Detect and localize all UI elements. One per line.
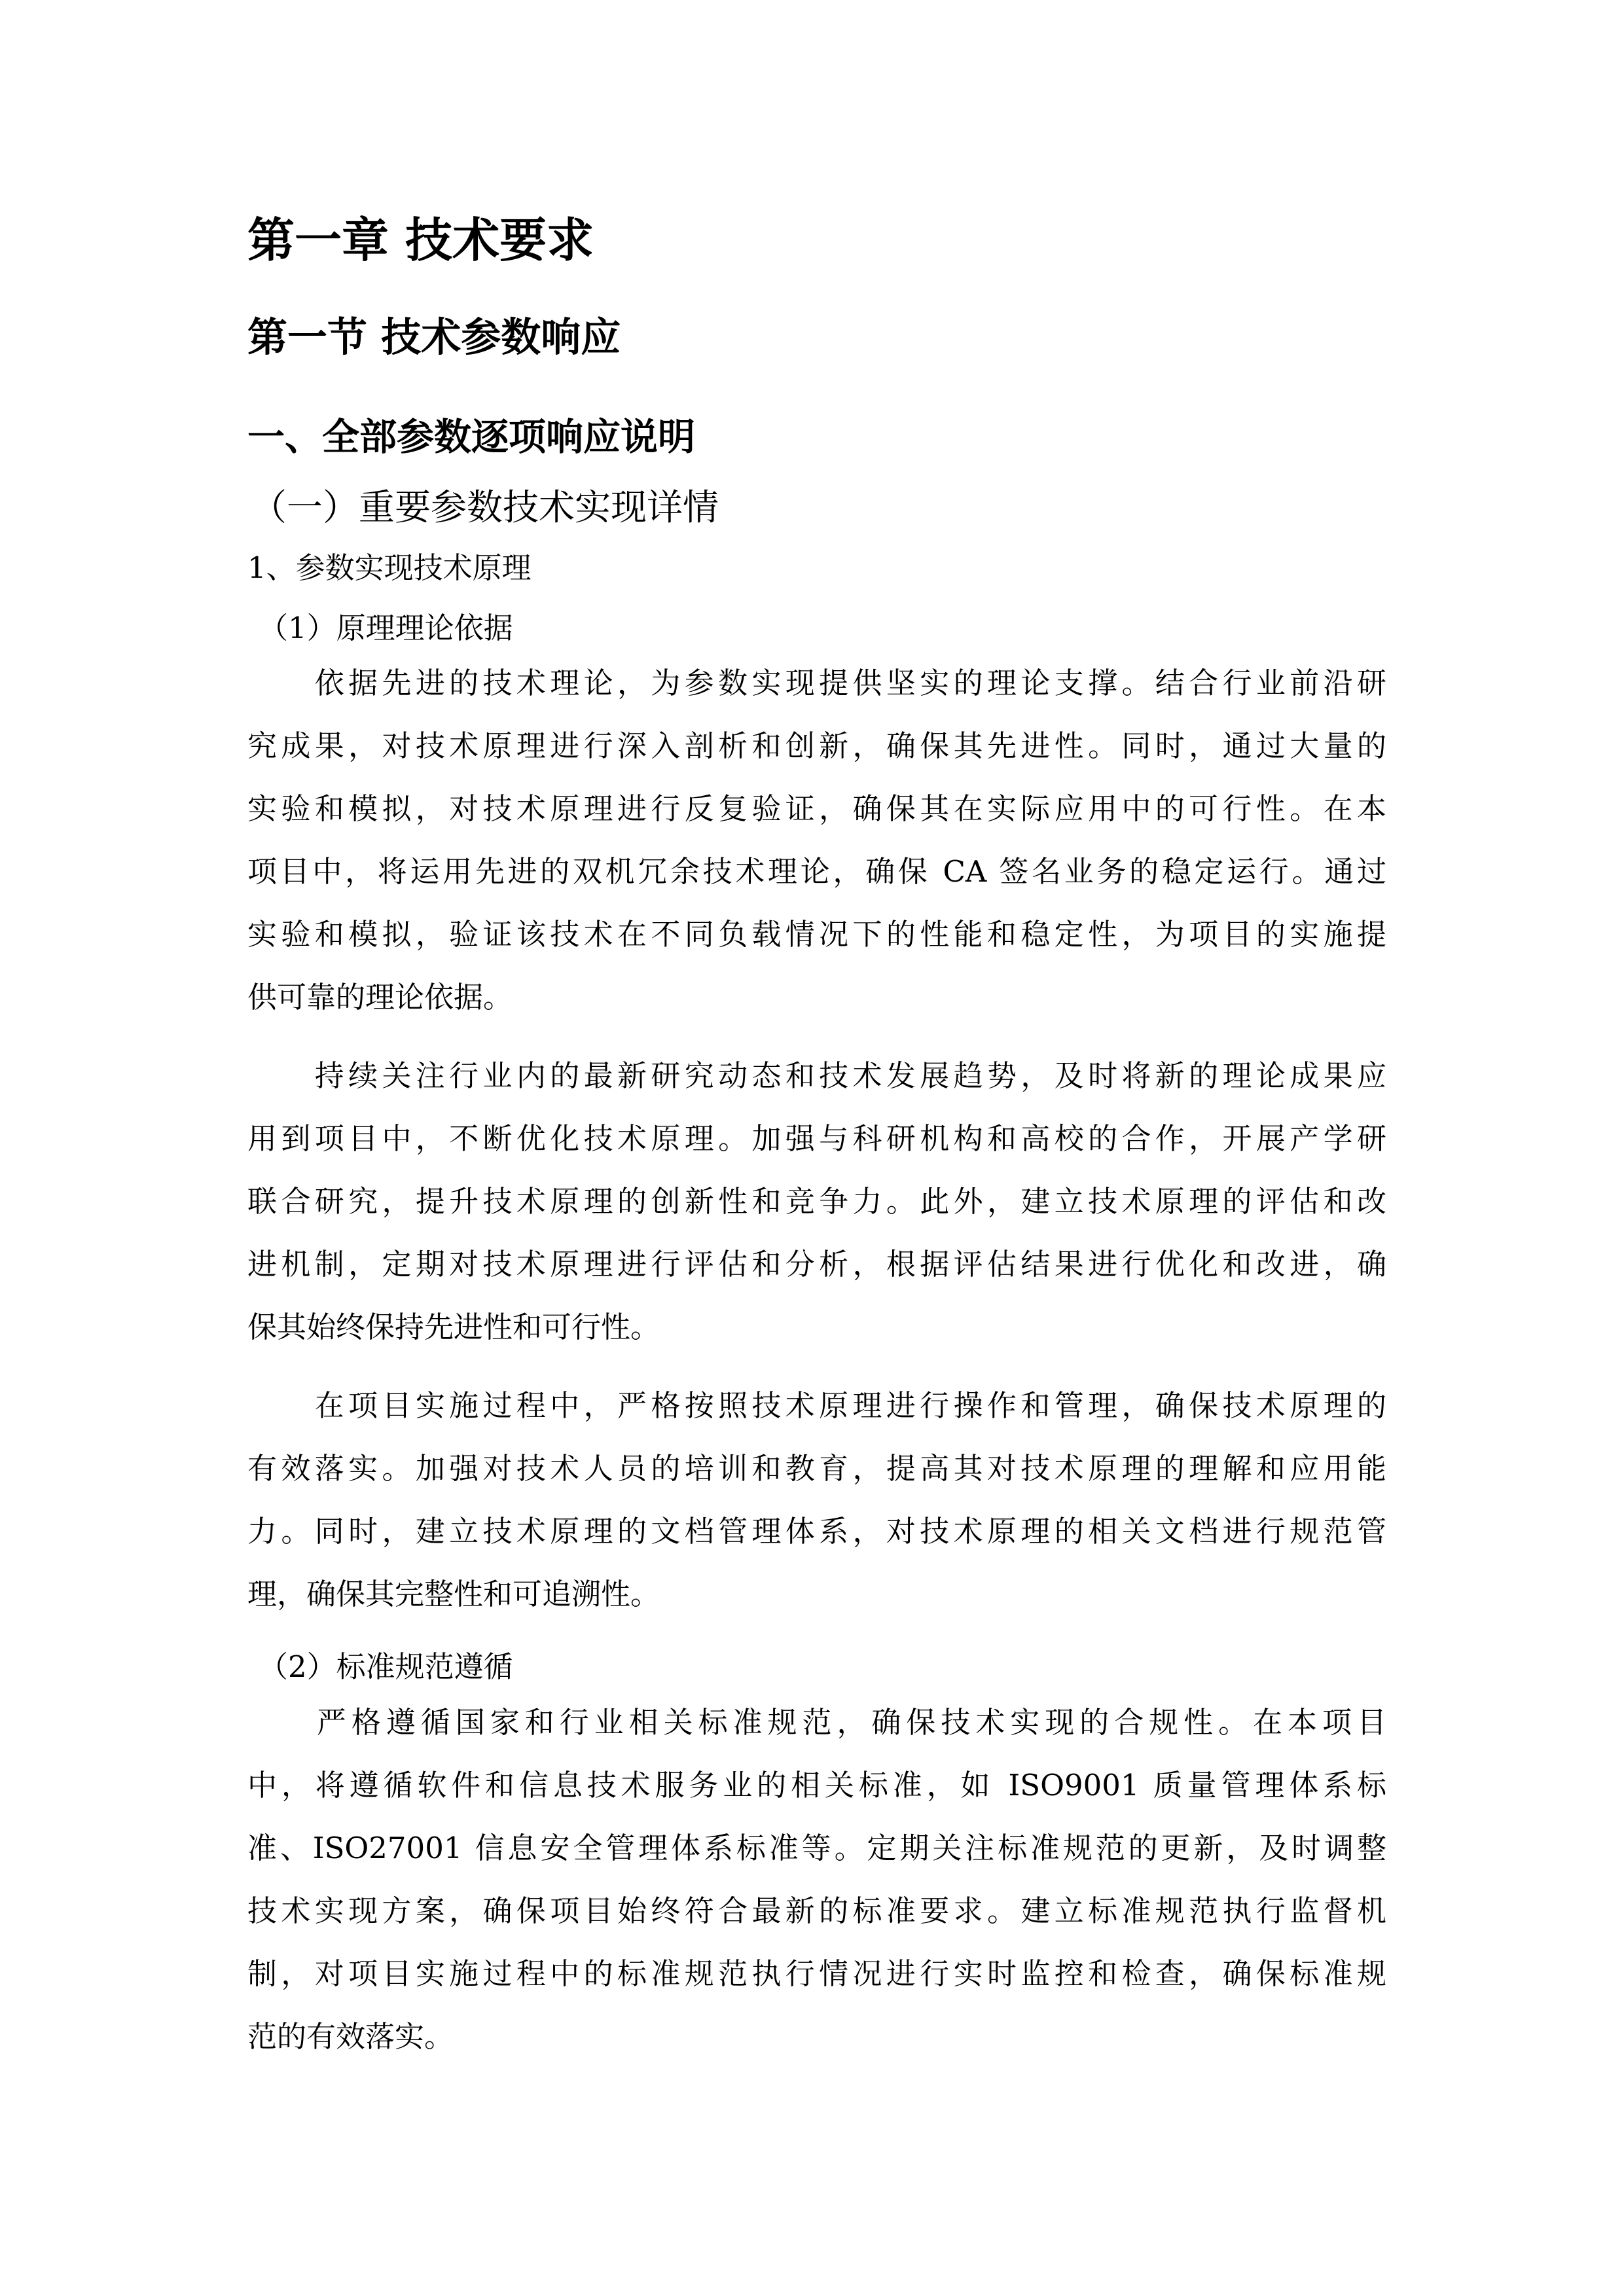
chapter-title: 第一章 技术要求: [247, 213, 594, 268]
paragraph-line: 理，确保其完整性和可追溯性。: [247, 1577, 660, 1611]
subitem-2-title: （2）标准规范遵循: [259, 1649, 513, 1684]
paragraph-line: 持续关注行业内的最新研究动态和技术发展趋势，及时将新的理论成果应: [247, 1058, 1386, 1093]
paragraph-line: 制，对项目实施过程中的标准规范执行情况进行实时监控和检查，确保标准规: [247, 1956, 1386, 1991]
paragraph-line: 实验和模拟，对技术原理进行反复验证，确保其在实际应用中的可行性。在本: [247, 791, 1386, 826]
paragraph-line: 有效落实。加强对技术人员的培训和教育，提高其对技术原理的理解和应用能: [247, 1451, 1386, 1486]
paragraph-line: 究成果，对技术原理进行深入剖析和创新，确保其先进性。同时，通过大量的: [247, 728, 1386, 763]
paragraph-line: 依据先进的技术理论，为参数实现提供坚实的理论支撑。结合行业前沿研: [247, 666, 1386, 700]
paragraph-line: 中，将遵循软件和信息技术服务业的相关标准，如 ISO9001 质量管理体系标: [247, 1768, 1386, 1803]
paragraph-line: 实验和模拟，验证该技术在不同负载情况下的性能和稳定性，为项目的实施提: [247, 917, 1386, 952]
paragraph-line: 范的有效落实。: [247, 2019, 454, 2054]
paragraph-line: 联合研究，提升技术原理的创新性和竞争力。此外，建立技术原理的评估和改: [247, 1184, 1386, 1219]
paragraph-line: 力。同时，建立技术原理的文档管理体系，对技术原理的相关文档进行规范管: [247, 1514, 1386, 1549]
paragraph-line: 保其始终保持先进性和可行性。: [247, 1310, 660, 1344]
section-title: 第一节 技术参数响应: [247, 314, 621, 361]
paragraph-line: 进机制，定期对技术原理进行评估和分析，根据评估结果进行优化和改进，确: [247, 1247, 1386, 1282]
paragraph-line: 在项目实施过程中，严格按照技术原理进行操作和管理，确保技术原理的: [247, 1388, 1386, 1423]
paragraph-line: 项目中，将运用先进的双机冗余技术理论，确保 CA 签名业务的稳定运行。通过: [247, 854, 1386, 889]
paragraph-line: 供可靠的理论依据。: [247, 980, 513, 1014]
subpart-title: （一）重要参数技术实现详情: [251, 486, 719, 528]
part-title: 一、全部参数逐项响应说明: [247, 416, 695, 459]
paragraph-line: 准、ISO27001 信息安全管理体系标准等。定期关注标准规范的更新，及时调整: [247, 1831, 1386, 1865]
subitem-1-title: （1）原理理论依据: [259, 611, 513, 645]
paragraph-line: 技术实现方案，确保项目始终符合最新的标准要求。建立标准规范执行监督机: [247, 1893, 1386, 1928]
paragraph-line: 用到项目中，不断优化技术原理。加强与科研机构和高校的合作，开展产学研: [247, 1121, 1386, 1156]
item-title: 1、参数实现技术原理: [247, 550, 532, 585]
paragraph-line: 严格遵循国家和行业相关标准规范，确保技术实现的合规性。在本项目: [247, 1705, 1386, 1740]
